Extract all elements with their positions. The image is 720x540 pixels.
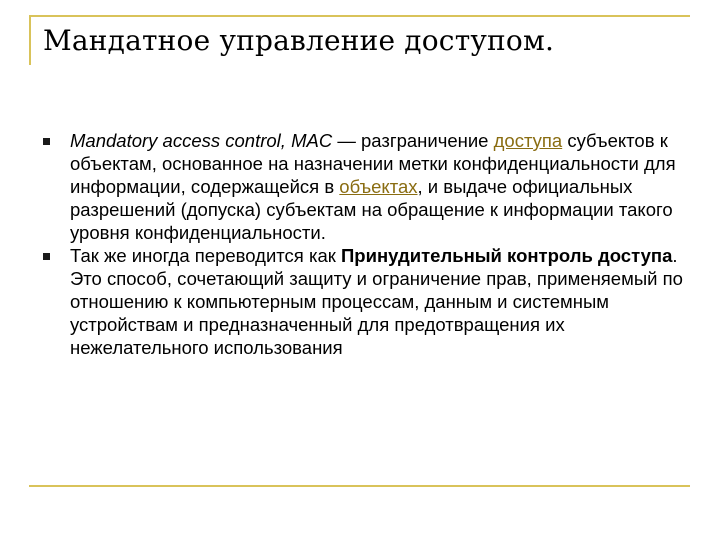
left-accent-line — [29, 15, 31, 65]
square-bullet-icon — [43, 138, 50, 145]
bullet-item-definition — [43, 129, 683, 244]
top-accent-line — [29, 15, 690, 17]
link-objects[interactable]: объектах — [339, 176, 418, 197]
term-forced-access-control: Принудительный контроль доступа — [341, 245, 673, 266]
square-bullet-icon — [43, 253, 50, 260]
bottom-accent-line — [29, 485, 690, 487]
term-mac: Mandatory access control, MAC — [70, 130, 333, 151]
slide-title: Мандатное управление доступом. — [43, 24, 555, 57]
bullet-text: Mandatory access control, MAC — разграничение доступа субъектов к объектам, основанное на назначении метки конфиденциальности для информации, содержащейся в объектах, и выдаче официальных разрешений (допуска) субъектам на обращение к информации такого уровня конфиденциальности. — [70, 130, 676, 243]
bullet-list — [43, 129, 683, 359]
bullet-text: Так же иногда переводится как Принудительный контроль доступа. Это способ, сочетающий защиту и ограничение прав, применяемый по отношению к компьютерным процессам, данным и системным устройствам и предназначенный для предотвращения их нежелательного использования — [70, 245, 683, 358]
bullet-item-translation — [43, 244, 683, 359]
link-access[interactable]: доступа — [493, 130, 563, 151]
